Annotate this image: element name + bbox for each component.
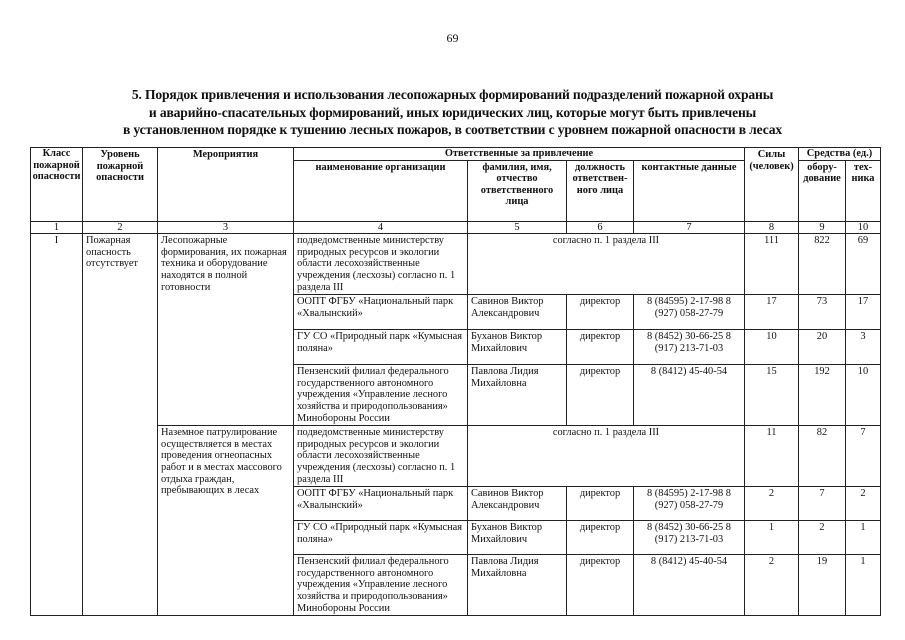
equipment-cell: 822	[799, 234, 846, 295]
position-cell: директор	[567, 365, 634, 426]
header-vehicles: тех-ника	[846, 160, 881, 221]
equipment-cell: 192	[799, 365, 846, 426]
contacts-cell: 8 (84595) 2-17-98 8 (927) 058-27-79	[634, 487, 745, 521]
col-number: 7	[634, 221, 745, 234]
forces-cell: 2	[745, 555, 799, 616]
page-number: 69	[446, 31, 459, 45]
col-number: 1	[31, 221, 83, 234]
vehicles-cell: 69	[846, 234, 881, 295]
person-cell: Савинов Виктор Александрович	[468, 295, 567, 330]
contacts-cell: 8 (8452) 30-66-25 8 (917) 213-71-03	[634, 521, 745, 555]
org-cell: Пензенский филиал федерального государственного автономного учреждения «Управление лесного хозяйства и природопользования» Минобороны России	[294, 555, 468, 616]
vehicles-cell: 2	[846, 487, 881, 521]
forces-cell: 15	[745, 365, 799, 426]
person-cell: Павлова Лидия Михайловна	[468, 365, 567, 426]
fire-formations-table	[30, 147, 881, 616]
equipment-cell: 7	[799, 487, 846, 521]
title-line-3: в установленном порядке к тушению лесных пожаров, в соответствии с уровнем пожарной опасности в лесах	[122, 122, 783, 137]
header-level: Уровень пожарной опасности	[83, 148, 158, 222]
org-cell: Пензенский филиал федерального государственного автономного учреждения «Управление лесного хозяйства и природопользования» Минобороны России	[294, 365, 468, 426]
position-cell: директор	[567, 330, 634, 365]
position-cell: директор	[567, 555, 634, 616]
title-line-1: 5. Порядок привлечения и использования лесопожарных формирований подразделений пожарной охраны	[131, 87, 774, 102]
vehicles-cell: 7	[846, 426, 881, 487]
column-number-row	[31, 221, 881, 234]
header-means-group: Средства (ед.)	[799, 148, 881, 161]
header-org-name: наименование организации	[294, 160, 468, 221]
equipment-cell: 19	[799, 555, 846, 616]
section-title	[0, 86, 905, 139]
org-cell: подведомственные министерству природных ресурсов и экологии области лесохозяйственные учреждения (лесхозы) согласно п. 1 раздела III	[294, 426, 468, 487]
contacts-cell: 8 (8452) 30-66-25 8 (917) 213-71-03	[634, 330, 745, 365]
header-responsible-group: Ответственные за привлечение	[294, 148, 745, 161]
header-class: Класс пожарной опасности	[31, 148, 83, 222]
contacts-cell: 8 (8412) 45-40-54	[634, 555, 745, 616]
equipment-cell: 20	[799, 330, 846, 365]
forces-cell: 2	[745, 487, 799, 521]
header-forces: Силы (человек)	[745, 148, 799, 222]
fire-level-cell: Пожарная опасность отсутствует	[83, 234, 158, 616]
vehicles-cell: 10	[846, 365, 881, 426]
forces-cell: 1	[745, 521, 799, 555]
person-cell: Буханов Виктор Михайлович	[468, 330, 567, 365]
col-number: 2	[83, 221, 158, 234]
table-row	[31, 426, 881, 487]
measure-cell: Наземное патрулирование осуществляется в местах проведения огнеопасных работ и в местах массового отдыха граждан, пребывающих в лесах	[158, 426, 294, 616]
person-cell: Павлова Лидия Михайловна	[468, 555, 567, 616]
forces-cell: 111	[745, 234, 799, 295]
col-number: 8	[745, 221, 799, 234]
equipment-cell: 73	[799, 295, 846, 330]
person-cell: Буханов Виктор Михайлович	[468, 521, 567, 555]
position-cell: директор	[567, 487, 634, 521]
forces-cell: 17	[745, 295, 799, 330]
measure-cell: Лесопожарные формирования, их пожарная техника и оборудование находятся в полной готовности	[158, 234, 294, 426]
col-number: 6	[567, 221, 634, 234]
header-position: должность ответствен-ного лица	[567, 160, 634, 221]
vehicles-cell: 3	[846, 330, 881, 365]
position-cell: директор	[567, 295, 634, 330]
position-cell: директор	[567, 521, 634, 555]
person-cell: Савинов Виктор Александрович	[468, 487, 567, 521]
title-line-2: и аварийно-спасательных формирований, иных юридических лиц, которые могут быть привлечены	[148, 104, 757, 120]
header-contacts: контактные данные	[634, 160, 745, 221]
vehicles-cell: 1	[846, 521, 881, 555]
merged-note-cell: согласно п. 1 раздела III	[468, 234, 745, 295]
forces-cell: 11	[745, 426, 799, 487]
org-cell: подведомственные министерству природных ресурсов и экологии области лесохозяйственные учреждения (лесхозы) согласно п. 1 раздела III	[294, 234, 468, 295]
org-cell: ГУ СО «Природный парк «Кумысная поляна»	[294, 521, 468, 555]
equipment-cell: 2	[799, 521, 846, 555]
fire-class-cell: I	[31, 234, 83, 616]
org-cell: ООПТ ФГБУ «Национальный парк «Хвалынский»	[294, 487, 468, 521]
header-person: фамилия, имя, отчество ответственного лица	[468, 160, 567, 221]
table-row	[31, 234, 881, 295]
col-number: 10	[846, 221, 881, 234]
col-number: 4	[294, 221, 468, 234]
col-number: 5	[468, 221, 567, 234]
vehicles-cell: 17	[846, 295, 881, 330]
org-cell: ООПТ ФГБУ «Национальный парк «Хвалынский»	[294, 295, 468, 330]
header-equipment: обору-дование	[799, 160, 846, 221]
equipment-cell: 82	[799, 426, 846, 487]
col-number: 3	[158, 221, 294, 234]
vehicles-cell: 1	[846, 555, 881, 616]
col-number: 9	[799, 221, 846, 234]
contacts-cell: 8 (84595) 2-17-98 8 (927) 058-27-79	[634, 295, 745, 330]
merged-note-cell: согласно п. 1 раздела III	[468, 426, 745, 487]
header-measures: Мероприятия	[158, 148, 294, 222]
org-cell: ГУ СО «Природный парк «Кумысная поляна»	[294, 330, 468, 365]
contacts-cell: 8 (8412) 45-40-54	[634, 365, 745, 426]
forces-cell: 10	[745, 330, 799, 365]
